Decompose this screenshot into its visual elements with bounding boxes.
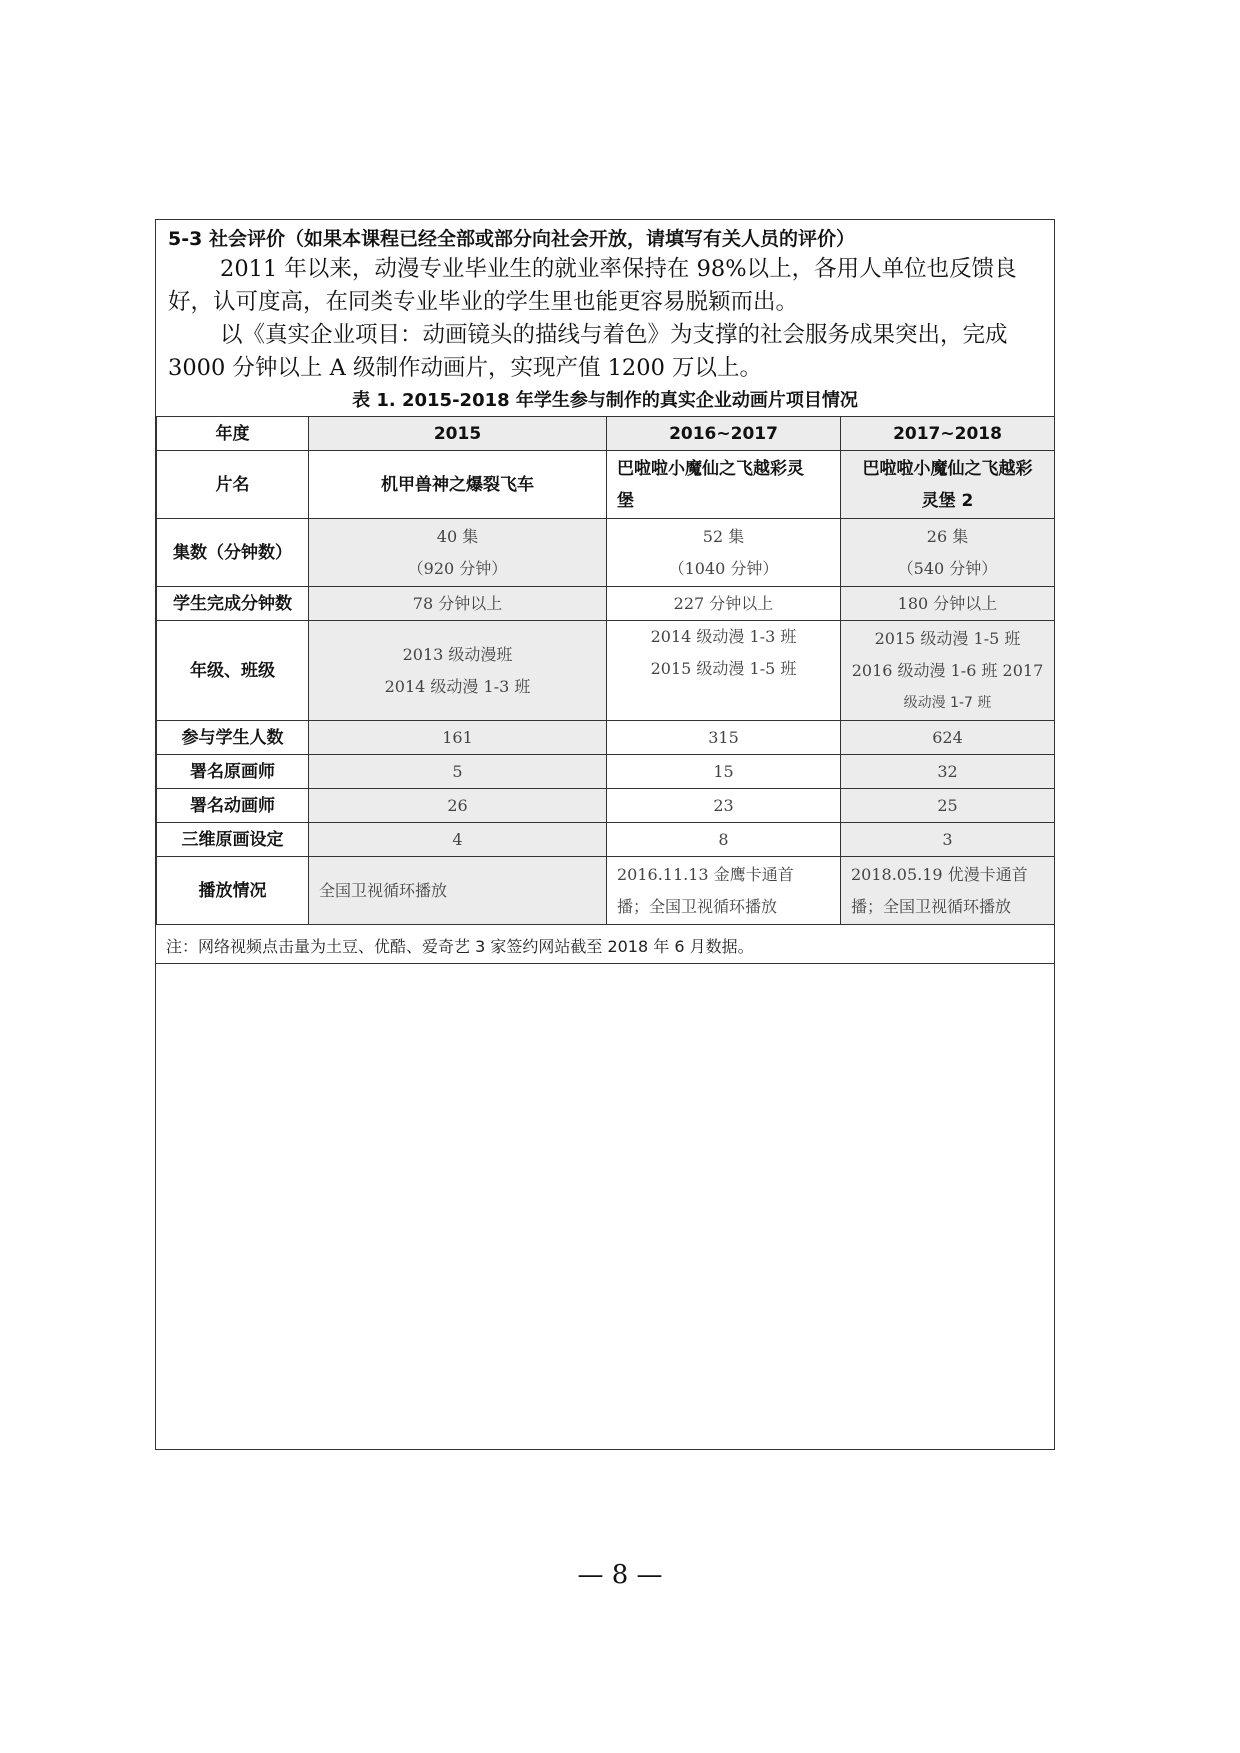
- table-cell: 全国卫视循环播放: [309, 857, 607, 925]
- table-cell: 巴啦啦小魔仙之飞越彩灵 堡: [607, 451, 841, 519]
- section-heading: 5-3 社会评价（如果本课程已经全部或部分向社会开放，请填写有关人员的评价）: [168, 228, 855, 250]
- table-cell: 2013 级动漫班 2014 级动漫 1-3 班: [309, 621, 607, 721]
- table-row: [157, 721, 1055, 755]
- table-row: [157, 519, 1055, 587]
- table-cell: 180 分钟以上: [841, 587, 1055, 621]
- table-cell: 巴啦啦小魔仙之飞越彩 灵堡 2: [841, 451, 1055, 519]
- row-label: 播放情况: [157, 857, 309, 925]
- table-cell: 78 分钟以上: [309, 587, 607, 621]
- table-cell: 2018.05.19 优漫卡通首 播；全国卫视循环播放: [841, 857, 1055, 925]
- table-header-row: [157, 417, 1055, 451]
- table-cell: 15: [607, 755, 841, 789]
- table-row: [157, 587, 1055, 621]
- table-row: [157, 823, 1055, 857]
- header-label: 年度: [157, 417, 309, 451]
- row-label: 集数（分钟数）: [157, 519, 309, 587]
- table-cell: 2014 级动漫 1-3 班 2015 级动漫 1-5 班: [607, 621, 841, 721]
- table-row: [157, 621, 1055, 721]
- row-label: 学生完成分钟数: [157, 587, 309, 621]
- row-label: 年级、班级: [157, 621, 309, 721]
- table-caption: 表 1. 2015-2018 年学生参与制作的真实企业动画片项目情况: [352, 390, 858, 411]
- table-row: [157, 755, 1055, 789]
- table-cell: 32: [841, 755, 1055, 789]
- table-cell: 2015 级动漫 1-5 班 2016 级动漫 1-6 班 2017 级动漫 1-7 班: [841, 621, 1055, 721]
- header-col: 2017~2018: [841, 417, 1055, 451]
- table-cell: 3: [841, 823, 1055, 857]
- row-label: 署名原画师: [157, 755, 309, 789]
- table-row: [157, 451, 1055, 519]
- paragraph-employment: 2011 年以来，动漫专业毕业生的就业率保持在 98%以上，各用人单位也反馈良好，认可度高，在同类专业毕业的学生里也能更容易脱颖而出。: [168, 256, 1017, 315]
- table-cell: 4: [309, 823, 607, 857]
- table-cell: 5: [309, 755, 607, 789]
- table-cell: 26 集 （540 分钟）: [841, 519, 1055, 587]
- table-cell: 624: [841, 721, 1055, 755]
- table-cell: 227 分钟以上: [607, 587, 841, 621]
- table-row: [157, 789, 1055, 823]
- table-cell: 25: [841, 789, 1055, 823]
- table-cell: 26: [309, 789, 607, 823]
- evaluation-frame: [155, 219, 1055, 1450]
- row-label: 参与学生人数: [157, 721, 309, 755]
- table-cell: 23: [607, 789, 841, 823]
- row-label: 片名: [157, 451, 309, 519]
- row-label: 三维原画设定: [157, 823, 309, 857]
- table-cell: 52 集 （1040 分钟）: [607, 519, 841, 587]
- row-label: 署名动画师: [157, 789, 309, 823]
- table-row: [157, 857, 1055, 925]
- table-cell: 2016.11.13 金鹰卡通首 播；全国卫视循环播放: [607, 857, 841, 925]
- project-table: [156, 416, 1055, 925]
- page-number: — 8 —: [577, 1560, 663, 1590]
- paragraph-service: 以《真实企业项目：动画镜头的描线与着色》为支撑的社会服务成果突出，完成 3000 分钟以上 A 级制作动画片，实现产值 1200 万以上。: [168, 322, 1008, 381]
- header-col: 2016~2017: [607, 417, 841, 451]
- table-cell: 40 集 （920 分钟）: [309, 519, 607, 587]
- table-note: 注：网络视频点击量为土豆、优酷、爱奇艺 3 家签约网站截至 2018 年 6 月数据。: [156, 930, 1054, 964]
- table-cell: 8: [607, 823, 841, 857]
- header-col: 2015: [309, 417, 607, 451]
- table-cell: 161: [309, 721, 607, 755]
- table-cell: 315: [607, 721, 841, 755]
- table-cell: 机甲兽神之爆裂飞车: [309, 451, 607, 519]
